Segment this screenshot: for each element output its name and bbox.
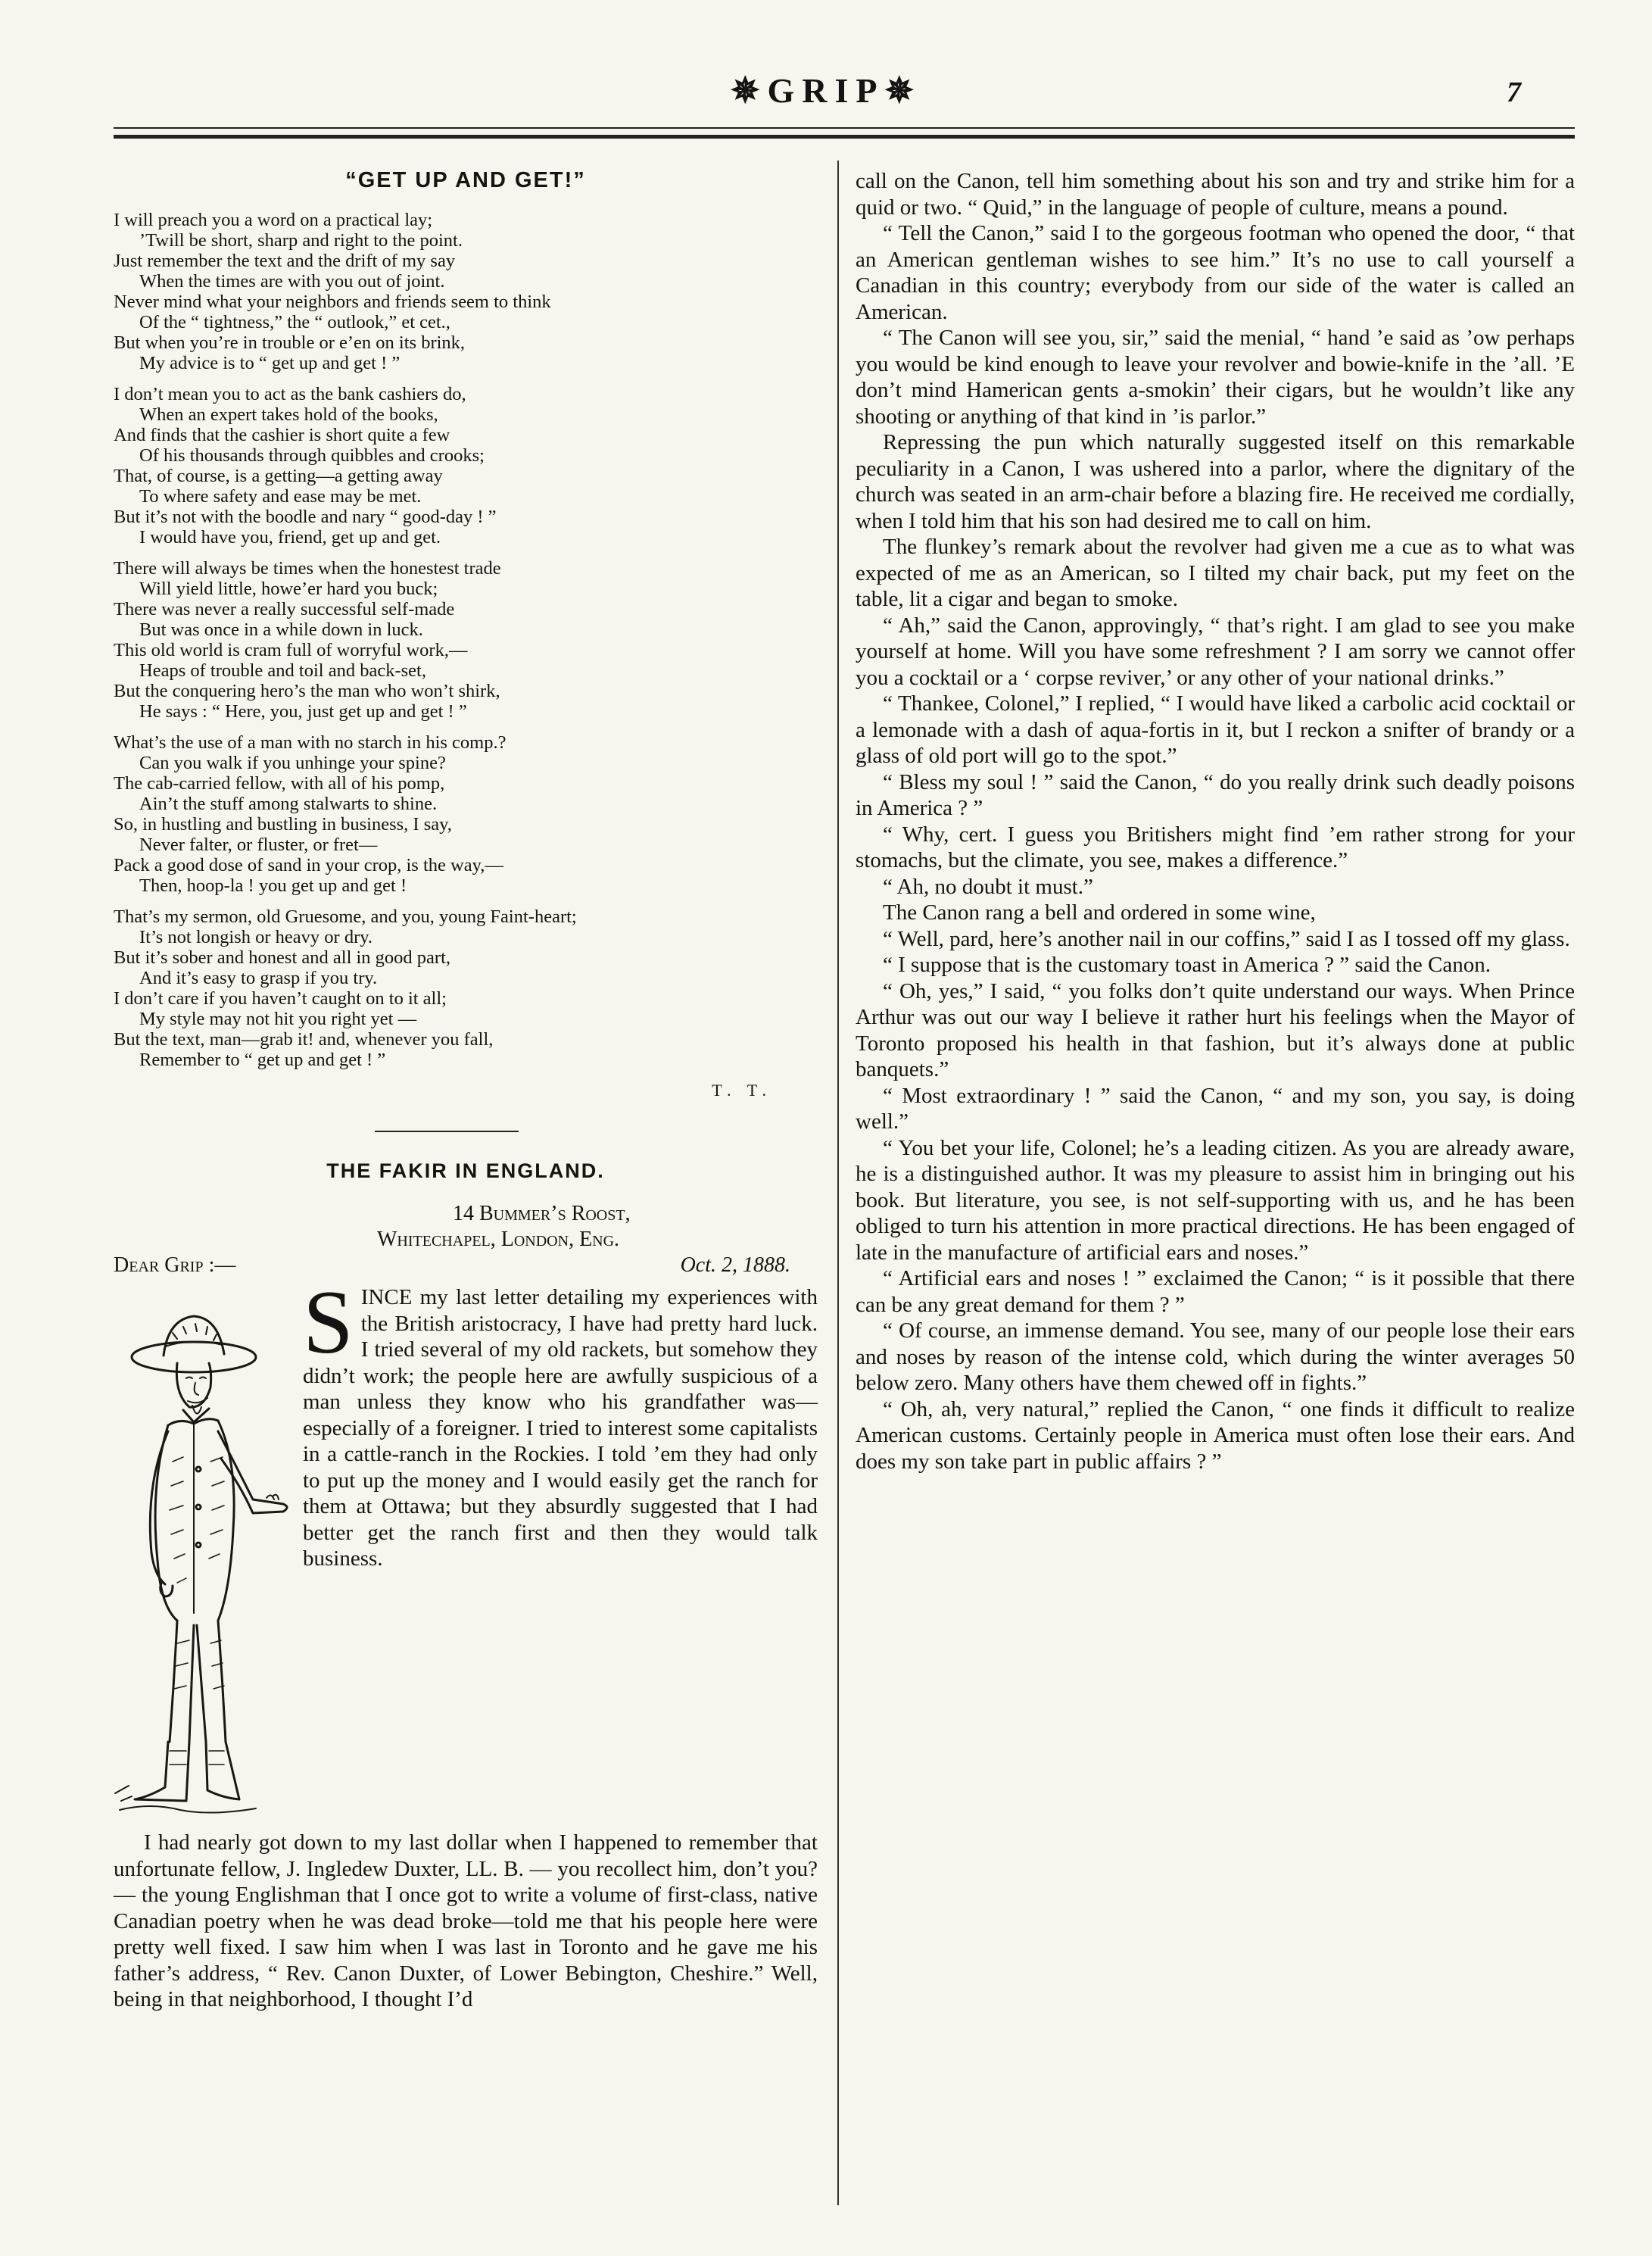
poem-line: Pack a good dose of sand in your crop, is the way,— <box>114 855 503 875</box>
poem-line: But it’s sober and honest and all in good part, <box>114 947 451 968</box>
fakir-illustration <box>104 1287 292 1827</box>
article-paragraph: “ Of course, an immense demand. You see, many of our people lose their ears and noses by reason of the intense cold, which during the winter averages 50 below zero. Many others have them chewed off in fights.” <box>856 1318 1575 1395</box>
article-paragraph: Repressing the pun which naturally suggested itself on this remarkable peculiarity in a Canon, I was ushered into a parlor, where the dignitary of the church was seated in an arm-chair before a blazing fire. He received me cordially, when I told him that his son had desired me to call on him. <box>856 430 1575 533</box>
poem-line: And finds that the cashier is short quite a few <box>114 425 450 445</box>
header-rule-top <box>114 127 1575 129</box>
poem-line: What’s the use of a man with no starch in his comp.? <box>114 732 507 753</box>
article-paragraph-1: INCE my last letter detailing my experiences with the British aristocracy, I have had pretty hard luck. I tried several of my old rackets, but somehow they didn’t work; the people here are awfully suspicious of a man unless they know who his grandfather was—especially of a foreigner. I tried to interest some capitalists in a cattle-ranch in the Rockies. I told ’em they had only to put up the money and I would easily get the ranch for them at Ottawa; but they absurdly suggested that I had better get the ranch first and then they would talk business. <box>303 1285 818 1571</box>
poem-line: This old world is cram full of worryful work,— <box>114 640 468 660</box>
poem-line: Remember to “ get up and get ! ” <box>139 1050 386 1070</box>
poem-line: There was never a really successful self-made <box>114 599 455 619</box>
article-paragraph: “ Ah,” said the Canon, approvingly, “ that’s right. I am glad to see you make yourself at home. Will you have some refreshment ? I am sorry we cannot offer you a cocktail or a ‘ corpse reviver,’ or any other of your national drinks.” <box>856 613 1575 690</box>
article-paragraph: “ Oh, yes,” I said, “ you folks don’t quite understand our ways. When Prince Arthur was out our way I believe it rather hurt his feelings when the Mayor of Toronto proposed his health in that fashion, but it’s always done at public banquets.” <box>856 978 1575 1081</box>
right-column <box>856 168 1575 1474</box>
poem-line: Then, hoop-la ! you get up and get ! <box>139 875 407 896</box>
page-number: 7 <box>1507 76 1521 108</box>
poem-line: When an expert takes hold of the books, <box>139 404 438 425</box>
article-paragraph: “ You bet your life, Colonel; he’s a leading citizen. As you are already aware, he is a distinguished author. It was my pleasure to assist him in bringing out his book. But literature, you see, is not self-supporting with us, and he has been obliged to turn his attention in more practical directions. He has been engaged of late in the manufacture of artificial ears and noses.” <box>856 1135 1575 1265</box>
poem-line: There will always be times when the honestest trade <box>114 558 501 579</box>
poem-line: The cab-carried fellow, with all of his pomp, <box>114 773 445 794</box>
left-column <box>114 168 818 2013</box>
poem-line: But was once in a while down in luck. <box>139 619 423 640</box>
poem-line: But the text, man—grab it! and, whenever you fall, <box>114 1029 494 1050</box>
salutation: Dear Grip :— <box>114 1253 236 1277</box>
poem-line: Never mind what your neighbors and friends seem to think <box>114 292 551 312</box>
poem-line: That, of course, is a getting—a getting away <box>114 466 443 486</box>
poem-line: It’s not longish or heavy or dry. <box>139 927 373 947</box>
article-paragraph: “ Artificial ears and noses ! ” exclaimed the Canon; “ is it possible that there can be any great demand for them ? ” <box>856 1266 1575 1317</box>
poem-line: I don’t mean you to act as the bank cashiers do, <box>114 384 466 404</box>
dateline <box>114 1253 818 1278</box>
poem-line: Will yield little, howe’er hard you buck; <box>139 579 438 599</box>
article-paragraph: “ Ah, no doubt it must.” <box>883 874 1093 899</box>
poem-line: And it’s easy to grasp if you try. <box>139 968 378 988</box>
article-paragraph: “ Thankee, Colonel,” I replied, “ I would have liked a carbolic acid cocktail or a lemonade with a dash of aqua-fortis in it, but I reckon a snifter of brandy or a glass of old port will go to the spot.” <box>856 691 1575 768</box>
article-paragraph: “ Why, cert. I guess you Britishers might find ’em rather strong for your stomachs, but the climate, you see, makes a difference.” <box>856 822 1575 872</box>
poem-line: Of the “ tightness,” the “ outlook,” et cet., <box>139 312 450 332</box>
masthead-title: ✵GRIP✵ <box>730 71 922 110</box>
poem-stanza <box>114 558 818 722</box>
poem-line: My advice is to “ get up and get ! ” <box>139 353 401 373</box>
poem-stanza <box>114 210 818 373</box>
poem-line: My style may not hit you right yet — <box>139 1009 417 1029</box>
poem-line: ’Twill be short, sharp and right to the point. <box>139 230 463 251</box>
article-paragraph: “ Oh, ah, very natural,” replied the Canon, “ one finds it difficult to realize American customs. Certainly people in America must often lose their ears. And does my son take part in public affairs ? ” <box>856 1396 1575 1474</box>
column-divider <box>837 161 839 2205</box>
article-paragraph-2: I had nearly got down to my last dollar when I happened to remember that unfortunate fellow, J. Ingledew Duxter, LL. B. — you recollect him, don’t you? — the young Englishman that I once got to write a volume of first-class, native Canadian poetry when he was dead broke—told me that his people here were pretty well fixed. I saw him when I was last in Toronto and he gave me his father’s address, “ Rev. Canon Duxter, of Lower Bebington, Cheshire.” Well, being in that neighborhood, I thought I’d <box>114 1830 818 2011</box>
address-line-1: 14 Bummer’s Roost, <box>453 1202 631 1225</box>
poem-line: I would have you, friend, get up and get. <box>139 527 441 548</box>
article-title: THE FAKIR IN ENGLAND. <box>326 1159 605 1182</box>
poem-line: That’s my sermon, old Gruesome, and you, young Faint-heart; <box>114 906 577 927</box>
poem-line: When the times are with you out of joint. <box>139 271 445 292</box>
article-paragraph: “ Most extraordinary ! ” said the Canon, “ and my son, you say, is doing well.” <box>856 1083 1575 1134</box>
poem-line: Heaps of trouble and toil and back-set, <box>139 660 426 681</box>
poem-line: But it’s not with the boodle and nary “ good-day ! ” <box>114 507 497 527</box>
drop-cap: S <box>303 1272 354 1372</box>
article-paragraph: “ The Canon will see you, sir,” said the menial, “ hand ’e said as ’ow perhaps you would be kind enough to leave your revolver and bowie-knife in the ’all. ’E don’t mind Hamerican gents a-smokin’ their cigars, but he wouldn’t like any shooting or anything of that kind in ’is parlor.” <box>856 326 1575 429</box>
poem-line: I don’t care if you haven’t caught on to it all; <box>114 988 447 1009</box>
letter-date: Oct. 2, 1888. <box>680 1253 790 1277</box>
poem-stanza <box>114 732 818 896</box>
article-paragraph: call on the Canon, tell him something about his son and try and strike him for a quid or two. “ Quid,” in the language of people of culture, means a pound. <box>856 169 1575 220</box>
poem-line: He says : “ Here, you, just get up and get ! ” <box>139 701 467 722</box>
poem-line: But the conquering hero’s the man who won’t shirk, <box>114 681 500 701</box>
poem-line: I will preach you a word on a practical lay; <box>114 210 433 230</box>
address-line-2: Whitechapel, London, Eng. <box>377 1228 620 1251</box>
header-rule-bottom <box>114 135 1575 139</box>
poem-stanza <box>114 906 818 1070</box>
poem-line: Ain’t the stuff among stalwarts to shine. <box>139 794 438 814</box>
poem-signature: T. T. <box>712 1081 772 1100</box>
article-paragraph: The flunkey’s remark about the revolver had given me a cue as to what was expected of me as an American, so I tilted my chair back, put my feet on the table, lit a cigar and began to smoke. <box>856 535 1575 611</box>
poem-stanza <box>114 384 818 548</box>
poem-line: Can you walk if you unhinge your spine? <box>139 753 446 773</box>
poem-body <box>114 210 818 1070</box>
section-divider <box>375 1131 519 1132</box>
poem-line: Just remember the text and the drift of my say <box>114 251 456 271</box>
article-body-left <box>114 1272 818 2013</box>
article-paragraph: “ I suppose that is the customary toast in America ? ” said the Canon. <box>883 953 1491 977</box>
poem-title: “GET UP AND GET!” <box>345 168 586 192</box>
poem-line: So, in hustling and bustling in business, I say, <box>114 814 452 835</box>
article-paragraph: “ Well, pard, here’s another nail in our coffins,” said I as I tossed off my glass. <box>883 926 1570 951</box>
poem-line: But when you’re in trouble or e’en on its brink, <box>114 332 466 353</box>
poem-line: Never falter, or fluster, or fret— <box>139 835 378 855</box>
article-paragraph: “ Tell the Canon,” said I to the gorgeous footman who opened the door, “ that an American gentleman wishes to see him.” It’s no use to call yourself a Canadian in this country; everybody from our side of the water is called an American. <box>856 221 1575 324</box>
poem-line: To where safety and ease may be met. <box>139 486 422 507</box>
article-paragraph: The Canon rang a bell and ordered in some wine, <box>883 900 1316 925</box>
article-paragraph: “ Bless my soul ! ” said the Canon, “ do you really drink such deadly poisons in America ? ” <box>856 769 1575 820</box>
poem-line: Of his thousands through quibbles and crooks; <box>139 445 485 466</box>
